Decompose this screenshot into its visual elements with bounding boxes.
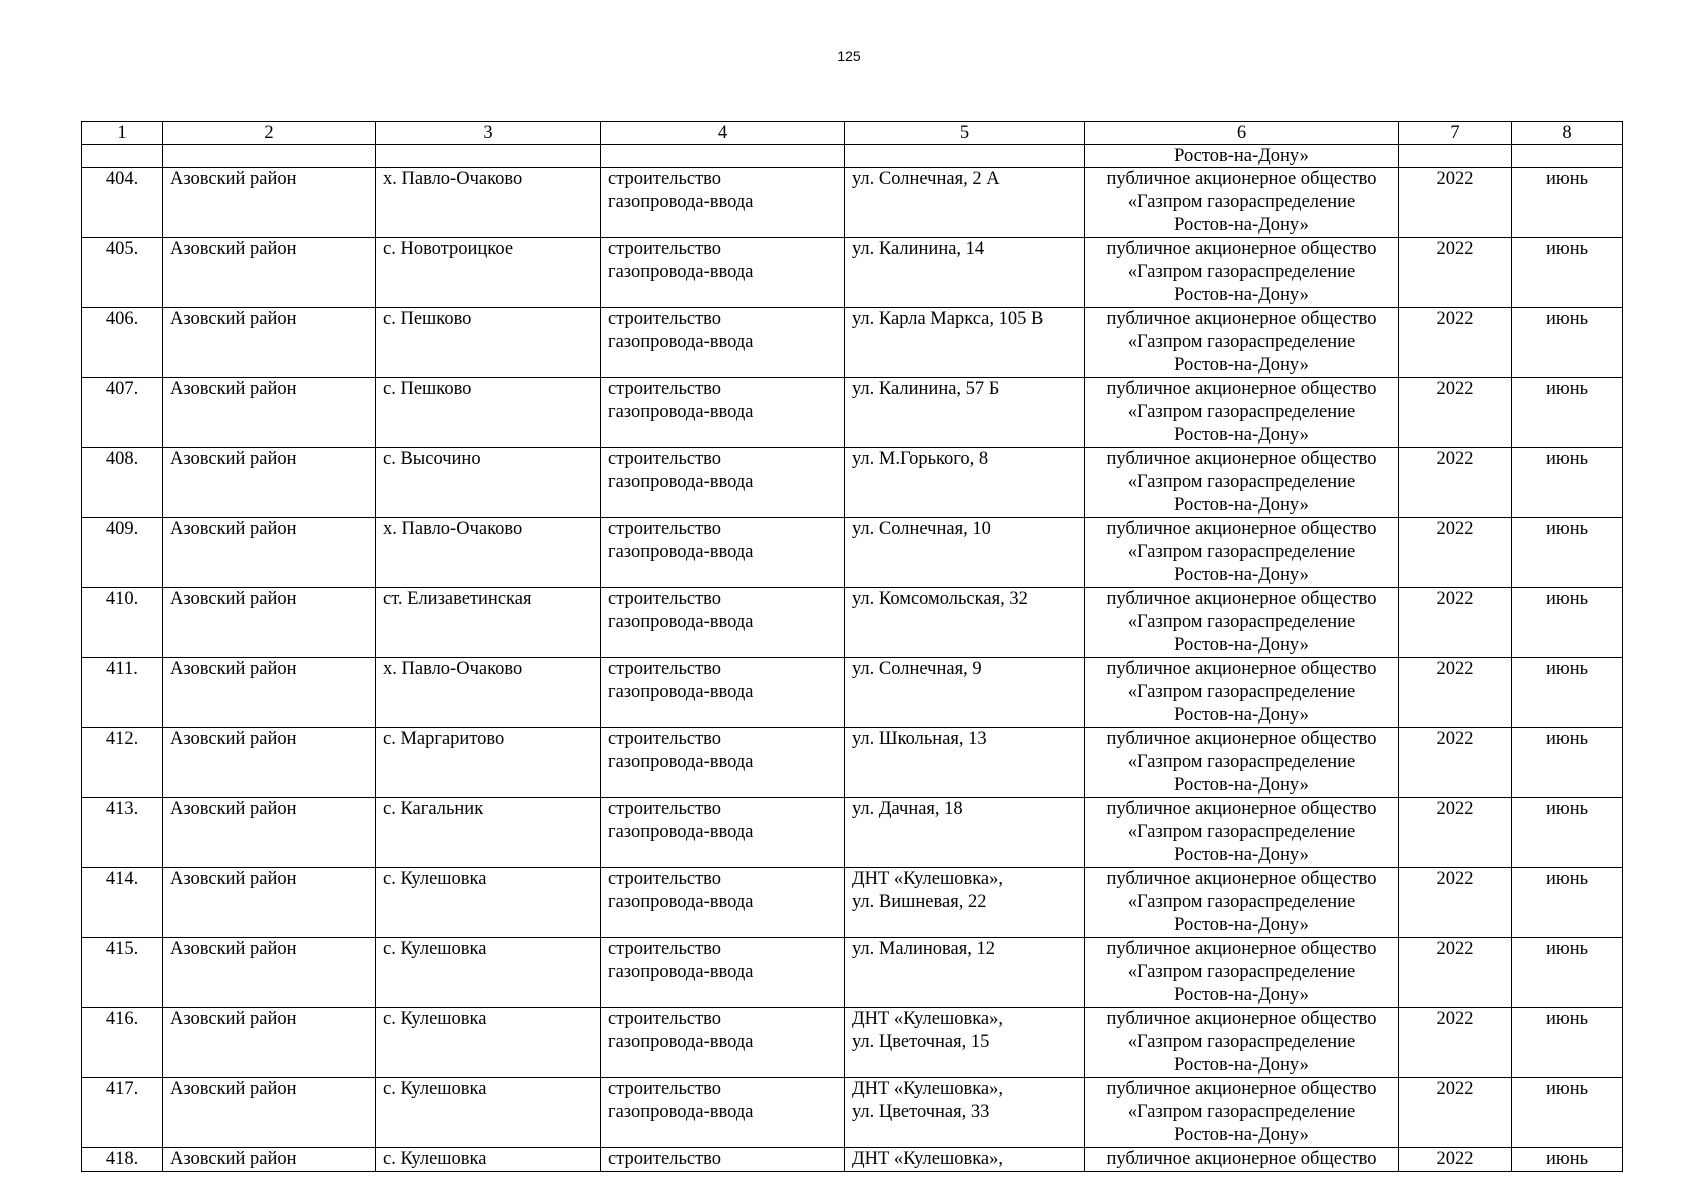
cell-org: публичное акционерное общество «Газпром газораспределение Ростов-на-Дону» [1085, 168, 1399, 238]
cell-district: Азовский район [163, 518, 376, 588]
cell-year: 2022 [1399, 168, 1512, 238]
cell-work: строительство газопровода-ввода [601, 378, 845, 448]
cell-address: ул. Калинина, 14 [845, 238, 1085, 308]
table-row [82, 938, 1623, 1008]
cell-address: ДНТ «Кулешовка», ул. Цветочная, 15 [845, 1008, 1085, 1078]
cell-month: июнь [1512, 1148, 1623, 1172]
cell-locality: с. Кулешовка [376, 868, 601, 938]
cell-address: ул. Школьная, 13 [845, 728, 1085, 798]
cell-address: ДНТ «Кулешовка», [845, 1148, 1085, 1172]
cell-month: июнь [1512, 238, 1623, 308]
cell-num: 412. [82, 728, 163, 798]
cell-year: 2022 [1399, 728, 1512, 798]
cell-address: ул. Комсомольская, 32 [845, 588, 1085, 658]
cell-work: строительство [601, 1148, 845, 1172]
column-header: 3 [376, 122, 601, 145]
column-header: 2 [163, 122, 376, 145]
cell-month: июнь [1512, 588, 1623, 658]
cell-locality: с. Новотроицкое [376, 238, 601, 308]
cell-num: 411. [82, 658, 163, 728]
cell-district: Азовский район [163, 448, 376, 518]
table-row [82, 238, 1623, 308]
cell-num: 416. [82, 1008, 163, 1078]
cell-locality [376, 145, 601, 168]
cell-address: ул. Калинина, 57 Б [845, 378, 1085, 448]
cell-work [601, 145, 845, 168]
cell-month: июнь [1512, 1008, 1623, 1078]
cell-month: июнь [1512, 378, 1623, 448]
cell-org: публичное акционерное общество [1085, 1148, 1399, 1172]
cell-district: Азовский район [163, 1078, 376, 1148]
cell-year: 2022 [1399, 1078, 1512, 1148]
cell-month: июнь [1512, 308, 1623, 378]
cell-locality: х. Павло-Очаково [376, 518, 601, 588]
cell-org: публичное акционерное общество «Газпром газораспределение Ростов-на-Дону» [1085, 938, 1399, 1008]
cell-work: строительство газопровода-ввода [601, 868, 845, 938]
cell-num [82, 145, 163, 168]
cell-district: Азовский район [163, 728, 376, 798]
column-header: 1 [82, 122, 163, 145]
cell-org: публичное акционерное общество «Газпром газораспределение Ростов-на-Дону» [1085, 658, 1399, 728]
cell-month: июнь [1512, 1078, 1623, 1148]
cell-locality: ст. Елизаветинская [376, 588, 601, 658]
cell-month: июнь [1512, 518, 1623, 588]
cell-work: строительство газопровода-ввода [601, 308, 845, 378]
column-header: 5 [845, 122, 1085, 145]
table-row [82, 1078, 1623, 1148]
cell-year: 2022 [1399, 938, 1512, 1008]
cell-work: строительство газопровода-ввода [601, 588, 845, 658]
table-row [82, 658, 1623, 728]
cell-district: Азовский район [163, 658, 376, 728]
cell-work: строительство газопровода-ввода [601, 1078, 845, 1148]
column-header: 7 [1399, 122, 1512, 145]
header-row [82, 122, 1623, 145]
cell-district: Азовский район [163, 1008, 376, 1078]
cell-address: ул. Солнечная, 2 А [845, 168, 1085, 238]
cell-month: июнь [1512, 798, 1623, 868]
cell-work: строительство газопровода-ввода [601, 938, 845, 1008]
cell-district: Азовский район [163, 378, 376, 448]
cell-month: июнь [1512, 168, 1623, 238]
cell-year: 2022 [1399, 868, 1512, 938]
cell-num: 406. [82, 308, 163, 378]
cell-org: публичное акционерное общество «Газпром газораспределение Ростов-на-Дону» [1085, 588, 1399, 658]
cell-district: Азовский район [163, 1148, 376, 1172]
cell-work: строительство газопровода-ввода [601, 798, 845, 868]
column-header: 8 [1512, 122, 1623, 145]
cell-work: строительство газопровода-ввода [601, 238, 845, 308]
cell-address: ул. Солнечная, 10 [845, 518, 1085, 588]
cell-month: июнь [1512, 938, 1623, 1008]
cell-address: ул. Солнечная, 9 [845, 658, 1085, 728]
cell-address [845, 145, 1085, 168]
data-table [81, 121, 1623, 1172]
cell-work: строительство газопровода-ввода [601, 448, 845, 518]
cell-address: ДНТ «Кулешовка», ул. Вишневая, 22 [845, 868, 1085, 938]
cell-locality: с. Кулешовка [376, 938, 601, 1008]
cell-district: Азовский район [163, 168, 376, 238]
cell-num: 405. [82, 238, 163, 308]
column-header: 6 [1085, 122, 1399, 145]
table-row [82, 728, 1623, 798]
cell-locality: с. Пешково [376, 308, 601, 378]
cell-year: 2022 [1399, 518, 1512, 588]
cell-org: публичное акционерное общество «Газпром газораспределение Ростов-на-Дону» [1085, 378, 1399, 448]
page-number: 125 [837, 48, 861, 64]
cell-year: 2022 [1399, 238, 1512, 308]
cell-num: 417. [82, 1078, 163, 1148]
table-row [82, 168, 1623, 238]
cell-locality: с. Высочино [376, 448, 601, 518]
cell-num: 408. [82, 448, 163, 518]
cell-num: 407. [82, 378, 163, 448]
cell-locality: х. Павло-Очаково [376, 168, 601, 238]
table-row [82, 1148, 1623, 1172]
table-row [82, 1008, 1623, 1078]
cell-year: 2022 [1399, 1008, 1512, 1078]
cell-org: публичное акционерное общество «Газпром газораспределение Ростов-на-Дону» [1085, 518, 1399, 588]
table-row [82, 308, 1623, 378]
cell-address: ул. М.Горького, 8 [845, 448, 1085, 518]
cell-locality: с. Пешково [376, 378, 601, 448]
cell-num: 418. [82, 1148, 163, 1172]
cell-org: публичное акционерное общество «Газпром газораспределение Ростов-на-Дону» [1085, 308, 1399, 378]
cell-month [1512, 145, 1623, 168]
cell-locality: с. Кулешовка [376, 1148, 601, 1172]
cell-year: 2022 [1399, 658, 1512, 728]
cell-org: публичное акционерное общество «Газпром газораспределение Ростов-на-Дону» [1085, 728, 1399, 798]
cell-year: 2022 [1399, 1148, 1512, 1172]
continuation-row [82, 145, 1623, 168]
cell-work: строительство газопровода-ввода [601, 168, 845, 238]
cell-address: ДНТ «Кулешовка», ул. Цветочная, 33 [845, 1078, 1085, 1148]
cell-org: Ростов-на-Дону» [1085, 145, 1399, 168]
cell-year: 2022 [1399, 378, 1512, 448]
cell-work: строительство газопровода-ввода [601, 728, 845, 798]
cell-work: строительство газопровода-ввода [601, 518, 845, 588]
cell-org: публичное акционерное общество «Газпром газораспределение Ростов-на-Дону» [1085, 448, 1399, 518]
table-row [82, 448, 1623, 518]
table-row [82, 588, 1623, 658]
cell-org: публичное акционерное общество «Газпром газораспределение Ростов-на-Дону» [1085, 1008, 1399, 1078]
cell-year: 2022 [1399, 588, 1512, 658]
cell-month: июнь [1512, 658, 1623, 728]
cell-org: публичное акционерное общество «Газпром газораспределение Ростов-на-Дону» [1085, 798, 1399, 868]
cell-year: 2022 [1399, 448, 1512, 518]
cell-year [1399, 145, 1512, 168]
cell-month: июнь [1512, 868, 1623, 938]
cell-month: июнь [1512, 448, 1623, 518]
cell-locality: с. Кагальник [376, 798, 601, 868]
cell-org: публичное акционерное общество «Газпром газораспределение Ростов-на-Дону» [1085, 238, 1399, 308]
cell-district [163, 145, 376, 168]
cell-district: Азовский район [163, 308, 376, 378]
cell-address: ул. Карла Маркса, 105 В [845, 308, 1085, 378]
cell-num: 410. [82, 588, 163, 658]
cell-work: строительство газопровода-ввода [601, 1008, 845, 1078]
cell-address: ул. Малиновая, 12 [845, 938, 1085, 1008]
cell-locality: х. Павло-Очаково [376, 658, 601, 728]
cell-locality: с. Кулешовка [376, 1008, 601, 1078]
table-row [82, 868, 1623, 938]
cell-num: 409. [82, 518, 163, 588]
table-row [82, 378, 1623, 448]
cell-address: ул. Дачная, 18 [845, 798, 1085, 868]
cell-district: Азовский район [163, 588, 376, 658]
cell-work: строительство газопровода-ввода [601, 658, 845, 728]
cell-district: Азовский район [163, 238, 376, 308]
cell-org: публичное акционерное общество «Газпром газораспределение Ростов-на-Дону» [1085, 868, 1399, 938]
table-row [82, 518, 1623, 588]
cell-org: публичное акционерное общество «Газпром газораспределение Ростов-на-Дону» [1085, 1078, 1399, 1148]
column-header: 4 [601, 122, 845, 145]
cell-year: 2022 [1399, 798, 1512, 868]
cell-month: июнь [1512, 728, 1623, 798]
cell-num: 415. [82, 938, 163, 1008]
table-row [82, 798, 1623, 868]
cell-district: Азовский район [163, 868, 376, 938]
cell-num: 414. [82, 868, 163, 938]
cell-num: 404. [82, 168, 163, 238]
cell-locality: с. Маргаритово [376, 728, 601, 798]
cell-locality: с. Кулешовка [376, 1078, 601, 1148]
cell-district: Азовский район [163, 798, 376, 868]
cell-year: 2022 [1399, 308, 1512, 378]
cell-district: Азовский район [163, 938, 376, 1008]
cell-num: 413. [82, 798, 163, 868]
